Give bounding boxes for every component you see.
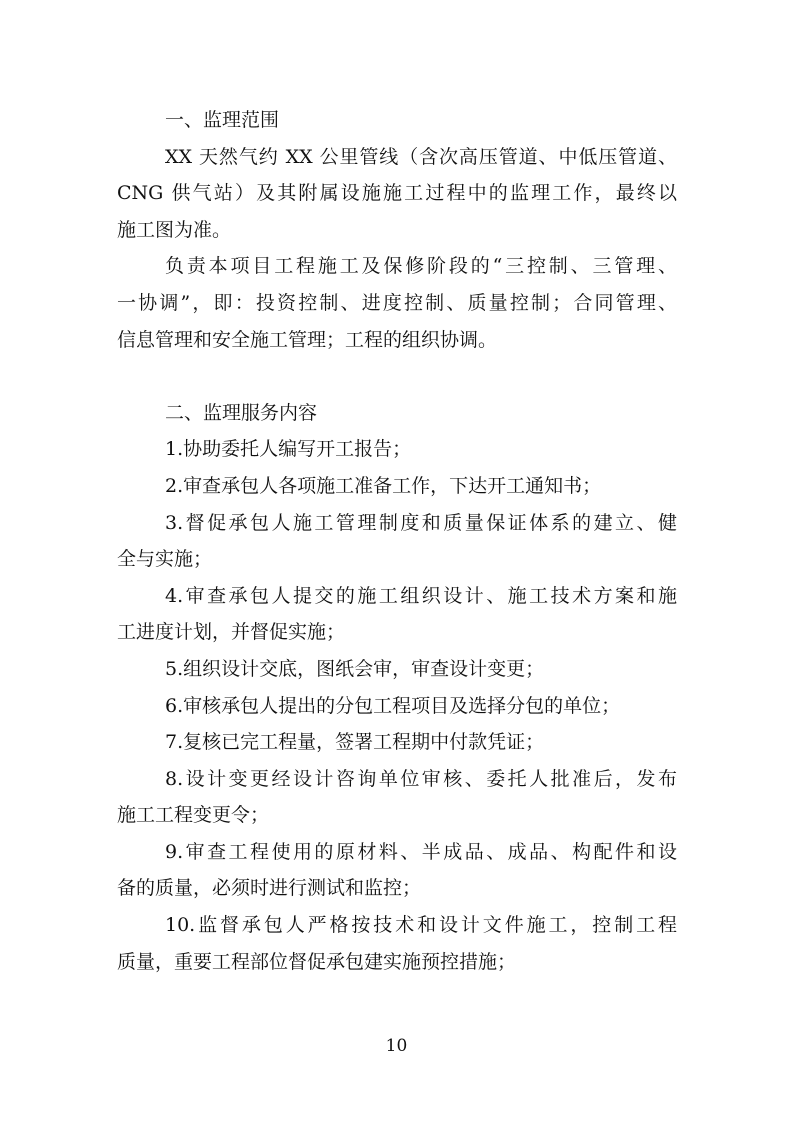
list-item	[117, 578, 677, 651]
list-item-line: 8.设计变更经设计咨询单位审核、委托人批准后，发布	[165, 767, 677, 790]
list-item	[117, 468, 677, 505]
list-item-line: 工进度计划，并督促实施；	[117, 621, 346, 644]
list-item-line: 质量，重要工程部位督促承包建实施预控措施；	[117, 950, 517, 973]
paragraph-line: CNG 供气站）及其附属设施施工过程中的监理工作，最终以	[117, 182, 677, 205]
list-item	[117, 651, 677, 688]
list-item-line: 10.监督承包人严格按技术和设计文件施工，控制工程	[165, 914, 677, 937]
paragraph-line: XX 天然气约 XX 公里管线（含次高压管道、中低压管道、	[165, 145, 677, 168]
list-item-line: 9.审查工程使用的原材料、半成品、成品、构配件和设	[165, 840, 677, 863]
paragraph-line: 负责本项目工程施工及保修阶段的“三控制、三管理、	[165, 255, 677, 278]
paragraph-scope	[117, 139, 677, 249]
page-content	[117, 102, 677, 980]
list-item-line: 7.复核已完工程量，签署工程期中付款凭证；	[165, 731, 545, 754]
list-item-line: 3.督促承包人施工管理制度和质量保证体系的建立、健	[165, 511, 677, 534]
list-item	[117, 688, 677, 725]
list-item	[117, 505, 677, 578]
page-number: 10	[385, 1036, 408, 1056]
list-item-line: 全与实施；	[117, 548, 213, 571]
paragraph-responsibility	[117, 248, 677, 358]
list-item	[117, 834, 677, 907]
list-item	[117, 724, 677, 761]
list-item-line: 6.审核承包人提出的分包工程项目及选择分包的单位；	[165, 694, 621, 717]
paragraph-line: 信息管理和安全施工管理；工程的组织协调。	[117, 328, 498, 351]
section-heading-services: 二、监理服务内容	[165, 401, 318, 424]
list-item	[117, 907, 677, 980]
list-item-line: 5.组织设计交底，图纸会审，审查设计变更；	[165, 657, 545, 680]
list-item	[117, 431, 677, 468]
list-item-line: 4.审查承包人提交的施工组织设计、施工技术方案和施	[165, 584, 677, 607]
list-item-line: 施工工程变更令；	[117, 804, 270, 827]
list-item-line: 备的质量，必须时进行测试和监控；	[117, 877, 422, 900]
section-heading-scope: 一、监理范围	[165, 109, 280, 131]
section-spacer	[117, 358, 677, 395]
list-item	[117, 761, 677, 834]
paragraph-line: 一协调”，即：投资控制、进度控制、质量控制；合同管理、	[117, 291, 677, 314]
list-item-line: 1.协助委托人编写开工报告；	[165, 438, 412, 461]
paragraph-line: 施工图为准。	[117, 218, 232, 241]
list-item-line: 2.审查承包人各项施工准备工作，下达开工通知书；	[165, 474, 602, 497]
